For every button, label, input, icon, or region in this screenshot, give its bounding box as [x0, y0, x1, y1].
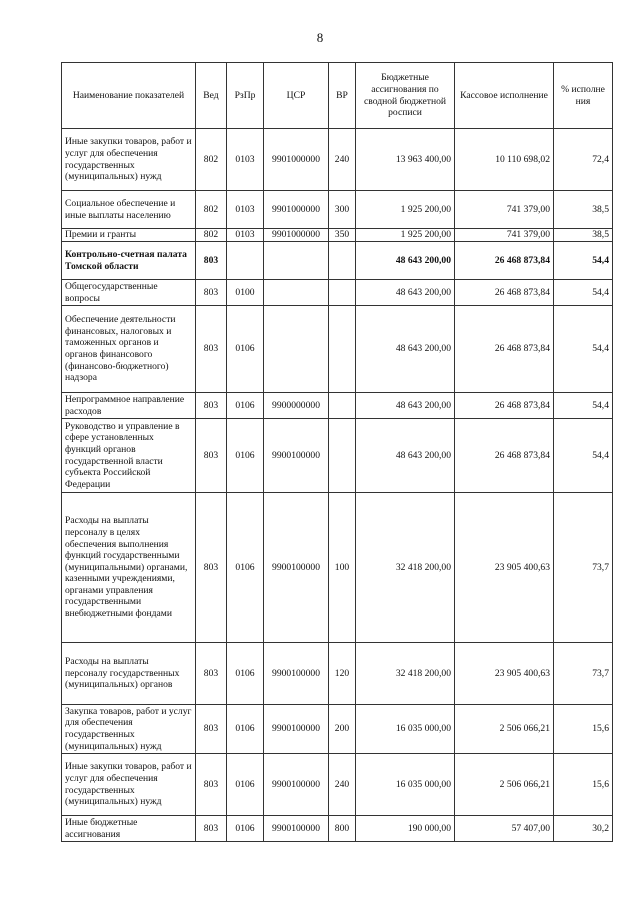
row-cash: 57 407,00: [455, 816, 554, 842]
row-pct: 38,5: [554, 229, 613, 242]
row-csr: 9900100000: [264, 493, 329, 643]
row-rzpr: 0106: [227, 393, 264, 419]
table-row: [62, 816, 613, 842]
header-name: Наименование показателей: [62, 63, 196, 129]
row-vr: 240: [329, 129, 356, 191]
row-ved: 803: [196, 242, 227, 280]
row-cash: 26 468 873,84: [455, 393, 554, 419]
row-csr: 9900100000: [264, 754, 329, 816]
row-ved: 803: [196, 816, 227, 842]
row-csr: [264, 280, 329, 306]
row-budget: 16 035 000,00: [356, 705, 455, 754]
row-name: Иные закупки товаров, работ и услуг для обеспечения государственных (муниципальных) нужд: [62, 129, 196, 191]
row-ved: 803: [196, 419, 227, 493]
row-vr: [329, 393, 356, 419]
row-budget: 48 643 200,00: [356, 306, 455, 393]
row-csr: [264, 242, 329, 280]
row-csr: 9900100000: [264, 705, 329, 754]
header-csr: ЦСР: [264, 63, 329, 129]
row-name: Руководство и управление в сфере установленных функций органов государственной власти субъекта Российской Федерации: [62, 419, 196, 493]
row-csr: 9901000000: [264, 191, 329, 229]
row-vr: 300: [329, 191, 356, 229]
row-cash: 26 468 873,84: [455, 280, 554, 306]
row-cash: 26 468 873,84: [455, 242, 554, 280]
row-name: Закупка товаров, работ и услуг для обеспечения государственных (муниципальных) нужд: [62, 705, 196, 754]
row-csr: 9901000000: [264, 229, 329, 242]
row-rzpr: 0106: [227, 754, 264, 816]
row-cash: 741 379,00: [455, 191, 554, 229]
table-row: [62, 306, 613, 393]
row-budget: 13 963 400,00: [356, 129, 455, 191]
row-vr: 100: [329, 493, 356, 643]
row-rzpr: [227, 242, 264, 280]
row-pct: 54,4: [554, 419, 613, 493]
row-rzpr: 0103: [227, 229, 264, 242]
table-row: [62, 419, 613, 493]
row-cash: 23 905 400,63: [455, 643, 554, 705]
table-row: [62, 280, 613, 306]
row-pct: 38,5: [554, 191, 613, 229]
row-budget: 48 643 200,00: [356, 242, 455, 280]
row-cash: 2 506 066,21: [455, 705, 554, 754]
header-cash: Кассовое исполнение: [455, 63, 554, 129]
row-rzpr: 0106: [227, 493, 264, 643]
row-name: Расходы на выплаты персоналу в целях обеспечения выполнения функций государственными (муниципальными) органами, казенными учреждениями, органами управления государственными внебюджетными фондами: [62, 493, 196, 643]
row-ved: 803: [196, 643, 227, 705]
row-pct: 73,7: [554, 493, 613, 643]
table-row: [62, 393, 613, 419]
row-ved: 803: [196, 754, 227, 816]
row-vr: [329, 280, 356, 306]
row-cash: 26 468 873,84: [455, 306, 554, 393]
table-row: [62, 705, 613, 754]
row-cash: 741 379,00: [455, 229, 554, 242]
row-ved: 802: [196, 229, 227, 242]
row-ved: 803: [196, 705, 227, 754]
row-name: Контрольно-счетная палата Томской области: [62, 242, 196, 280]
row-pct: 54,4: [554, 306, 613, 393]
row-ved: 802: [196, 129, 227, 191]
row-name: Расходы на выплаты персоналу государственных (муниципальных) органов: [62, 643, 196, 705]
row-rzpr: 0106: [227, 643, 264, 705]
row-rzpr: 0106: [227, 705, 264, 754]
row-csr: 9900000000: [264, 393, 329, 419]
row-rzpr: 0106: [227, 419, 264, 493]
row-cash: 23 905 400,63: [455, 493, 554, 643]
row-budget: 48 643 200,00: [356, 393, 455, 419]
header-pct: % исполне ния: [554, 63, 613, 129]
row-budget: 32 418 200,00: [356, 643, 455, 705]
table-row: [62, 129, 613, 191]
row-name: Иные бюджетные ассигнования: [62, 816, 196, 842]
table-row: [62, 643, 613, 705]
header-ved: Вед: [196, 63, 227, 129]
row-ved: 803: [196, 393, 227, 419]
row-name: Непрограммное направление расходов: [62, 393, 196, 419]
table-header-row: [62, 63, 613, 129]
row-pct: 15,6: [554, 705, 613, 754]
row-csr: 9900100000: [264, 419, 329, 493]
row-vr: 240: [329, 754, 356, 816]
row-cash: 2 506 066,21: [455, 754, 554, 816]
row-ved: 803: [196, 493, 227, 643]
row-ved: 802: [196, 191, 227, 229]
row-ved: 803: [196, 306, 227, 393]
row-name: Обеспечение деятельности финансовых, налоговых и таможенных органов и органов финансового (финансово-бюджетного) надзора: [62, 306, 196, 393]
row-pct: 54,4: [554, 393, 613, 419]
row-csr: [264, 306, 329, 393]
row-pct: 72,4: [554, 129, 613, 191]
page-number: 8: [316, 30, 324, 45]
row-vr: [329, 306, 356, 393]
row-pct: 15,6: [554, 754, 613, 816]
header-vr: ВР: [329, 63, 356, 129]
row-vr: [329, 242, 356, 280]
row-rzpr: 0106: [227, 306, 264, 393]
row-csr: 9901000000: [264, 129, 329, 191]
header-budget: Бюджетные ассигнования по сводной бюджетной росписи: [356, 63, 455, 129]
row-vr: 350: [329, 229, 356, 242]
row-name: Иные закупки товаров, работ и услуг для обеспечения государственных (муниципальных) нужд: [62, 754, 196, 816]
table-row: [62, 191, 613, 229]
row-budget: 1 925 200,00: [356, 191, 455, 229]
table-row: [62, 754, 613, 816]
row-name: Премии и гранты: [62, 229, 196, 242]
row-rzpr: 0103: [227, 191, 264, 229]
header-rzpr: РзПр: [227, 63, 264, 129]
row-vr: 800: [329, 816, 356, 842]
row-csr: 9900100000: [264, 643, 329, 705]
table-row: [62, 242, 613, 280]
row-cash: 10 110 698,02: [455, 129, 554, 191]
row-vr: 200: [329, 705, 356, 754]
row-name: Социальное обеспечение и иные выплаты населению: [62, 191, 196, 229]
row-budget: 48 643 200,00: [356, 419, 455, 493]
row-budget: 48 643 200,00: [356, 280, 455, 306]
row-rzpr: 0106: [227, 816, 264, 842]
row-budget: 16 035 000,00: [356, 754, 455, 816]
row-pct: 54,4: [554, 280, 613, 306]
row-ved: 803: [196, 280, 227, 306]
table-row: [62, 493, 613, 643]
budget-execution-table: [61, 62, 613, 842]
row-csr: 9900100000: [264, 816, 329, 842]
row-pct: 54,4: [554, 242, 613, 280]
row-vr: 120: [329, 643, 356, 705]
row-cash: 26 468 873,84: [455, 419, 554, 493]
row-rzpr: 0100: [227, 280, 264, 306]
row-budget: 32 418 200,00: [356, 493, 455, 643]
row-budget: 190 000,00: [356, 816, 455, 842]
row-vr: [329, 419, 356, 493]
row-budget: 1 925 200,00: [356, 229, 455, 242]
row-name: Общегосударственные вопросы: [62, 280, 196, 306]
row-rzpr: 0103: [227, 129, 264, 191]
row-pct: 30,2: [554, 816, 613, 842]
row-pct: 73,7: [554, 643, 613, 705]
table-row: [62, 229, 613, 242]
